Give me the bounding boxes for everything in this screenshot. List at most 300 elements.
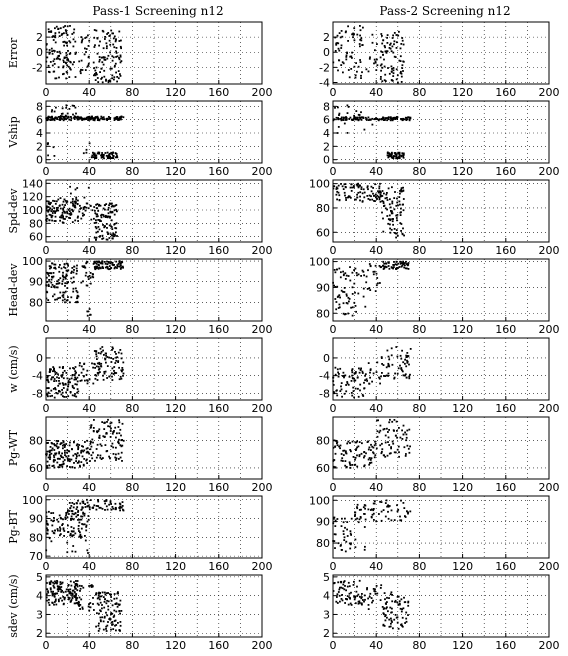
data-point [388,373,390,375]
data-point [62,295,64,297]
data-point [53,146,55,148]
data-point [348,69,350,71]
data-point [408,448,410,450]
data-point [92,273,94,275]
data-point [104,422,106,424]
data-point [62,300,64,302]
data-point [84,118,86,120]
data-point [356,455,358,457]
data-point [360,597,362,599]
data-point [66,42,68,44]
data-point [349,76,351,78]
data-point [344,602,346,604]
data-point [83,266,85,268]
data-point [98,428,100,430]
data-point [364,595,366,597]
data-point [59,264,61,266]
data-point [345,390,347,392]
data-point [368,117,370,119]
x-tick-label: 40 [82,402,97,415]
data-point [333,185,335,187]
data-point [75,551,77,553]
data-point [408,262,410,264]
data-point [373,452,375,454]
data-point [353,584,355,586]
data-point [61,214,63,216]
data-point [379,282,381,284]
data-point [54,220,56,222]
x-tick-label: 40 [369,86,384,99]
x-tick-label: 160 [495,481,517,494]
data-point [77,519,79,521]
data-point [359,191,361,193]
data-point [86,207,88,209]
data-point [64,597,66,599]
data-point [104,261,106,263]
data-point [344,527,346,529]
y-tick-label: -8 [32,387,43,401]
data-point [70,202,72,204]
data-point [116,235,118,237]
data-point [54,596,56,598]
data-point [110,594,112,596]
data-point [346,117,348,119]
data-point [99,59,101,61]
data-point [84,197,86,199]
data-point [75,197,77,199]
data-point [54,593,56,595]
data-point [85,530,87,532]
data-point [376,277,378,279]
data-point [66,104,68,106]
data-point [58,266,60,268]
data-point [121,371,123,373]
data-point [118,367,120,369]
data-point [112,433,114,435]
data-point [387,505,389,507]
data-point [363,601,365,603]
data-point [405,365,407,367]
data-point [346,599,348,601]
data-point [393,72,395,74]
data-point [73,530,75,532]
x-tick-label: 0 [42,244,50,257]
data-point [82,456,84,458]
data-point [64,118,66,120]
data-point [49,458,51,460]
data-point [387,42,389,44]
data-point [55,582,57,584]
data-point [351,518,353,520]
data-point [361,593,363,595]
data-point [354,511,356,513]
data-point [101,261,103,263]
data-point [338,542,340,544]
data-point [61,466,63,468]
data-point [70,278,72,280]
data-point [57,287,59,289]
data-point [383,608,385,610]
data-point [96,237,98,239]
data-point [345,31,347,33]
data-point [399,365,401,367]
data-point [112,212,114,214]
data-point [98,205,100,207]
data-point [96,366,98,368]
data-point [53,583,55,585]
data-point [63,26,65,28]
data-point [94,212,96,214]
data-point [342,587,344,589]
data-point [107,605,109,607]
y-tick-label: 90 [29,512,43,526]
data-point [388,437,390,439]
data-point [387,199,389,201]
data-point [337,117,339,119]
data-point [354,292,356,294]
data-point [69,301,71,303]
data-point [392,268,394,270]
data-point [114,119,116,121]
data-point [343,530,345,532]
data-point [396,504,398,506]
data-point [372,34,374,36]
data-point [49,450,51,452]
data-point [58,600,60,602]
data-point [72,367,74,369]
data-point [48,279,50,281]
data-point [78,601,80,603]
data-point [389,215,391,217]
data-point [97,261,99,263]
data-point [57,458,59,460]
y-tick-label: 0 [323,351,330,365]
data-point [369,372,371,374]
y-tick-label: 70 [29,550,43,564]
data-point [55,210,57,212]
data-point [394,519,396,521]
data-point [119,510,121,512]
data-point [338,126,340,128]
data-point [381,67,383,69]
data-point [396,617,398,619]
data-point [110,503,112,505]
data-point [396,217,398,219]
data-point [111,622,113,624]
data-point [108,81,110,83]
data-point [120,376,122,378]
data-point [105,267,107,269]
data-point [102,508,104,510]
data-point [118,610,120,612]
data-point [118,352,120,354]
data-point [75,599,77,601]
data-point [52,206,54,208]
data-point [355,448,357,450]
data-point [60,518,62,520]
data-point [61,394,63,396]
data-point [49,202,51,204]
data-point [407,445,409,447]
data-point [119,266,121,268]
data-point [396,229,398,231]
data-point [68,76,70,78]
data-point [107,592,109,594]
data-point [106,223,108,225]
x-tick-label: 120 [452,560,474,573]
y-tick-label: 100 [309,177,330,191]
data-point [366,587,368,589]
data-point [56,209,58,211]
data-point [339,304,341,306]
data-point [115,261,117,263]
data-point [364,526,366,528]
data-point [53,207,55,209]
y-tick-label: 8 [323,100,330,114]
data-point [87,380,89,382]
data-point [120,621,122,623]
data-point [79,608,81,610]
data-point [80,452,82,454]
data-point [383,59,385,61]
data-point [78,536,80,538]
data-point [53,449,55,451]
data-point [88,606,90,608]
data-point [100,118,102,120]
data-point [60,27,62,29]
data-point [401,155,403,157]
data-point [59,277,61,279]
data-point [92,442,94,444]
data-point [65,396,67,398]
data-point [391,347,393,349]
data-point [57,207,59,209]
data-point [348,196,350,198]
data-point [343,274,345,276]
data-point [101,57,103,59]
data-point [77,447,79,449]
data-point [91,446,93,448]
data-point [62,367,64,369]
data-point [58,590,60,592]
data-point [350,530,352,532]
pass2-sdev-chart [323,571,560,652]
data-point [82,587,84,589]
data-point [103,47,105,49]
data-point [408,268,410,270]
data-point [399,222,401,224]
data-point [90,499,92,501]
data-point [389,228,391,230]
data-point [102,457,104,459]
data-point [73,288,75,290]
data-point [100,155,102,157]
data-point [115,209,117,211]
data-point [73,513,75,515]
data-point [380,70,382,72]
data-point [61,453,63,455]
x-tick-label: 0 [329,86,337,99]
data-point [359,39,361,41]
data-point [115,611,117,613]
data-point [359,196,361,198]
data-point [88,56,90,58]
data-point [50,587,52,589]
data-point [117,361,119,363]
data-point [375,69,377,71]
data-point [386,617,388,619]
data-point [111,157,113,159]
data-point [72,385,74,387]
data-point [348,118,350,120]
data-point [351,52,353,54]
data-point [400,43,402,45]
data-point [113,79,115,81]
data-point [353,302,355,304]
data-point [386,37,388,39]
data-point [340,183,342,185]
data-point [405,453,407,455]
data-point [359,45,361,47]
data-point [77,586,79,588]
data-point [363,288,365,290]
data-point [94,44,96,46]
data-point [90,426,92,428]
data-point [390,623,392,625]
data-point [63,396,65,398]
data-point [70,601,72,603]
data-point [351,464,353,466]
data-point [62,204,64,206]
y-tick-label: 80 [29,296,43,310]
data-point [65,62,67,64]
data-point [51,395,53,397]
data-point [369,199,371,201]
data-point [95,157,97,159]
data-point [78,604,80,606]
data-point [76,584,78,586]
data-point [374,444,376,446]
data-point [69,445,71,447]
data-point [356,194,358,196]
data-point [104,373,106,375]
data-point [123,373,125,375]
data-point [99,457,101,459]
data-point [374,503,376,505]
data-point [379,183,381,185]
data-point [122,375,124,377]
data-point [111,226,113,228]
data-point [345,589,347,591]
data-point [86,48,88,50]
data-point [73,503,75,505]
data-point [341,389,343,391]
data-point [61,583,63,585]
data-point [87,383,89,385]
data-point [66,274,68,276]
data-point [70,214,72,216]
data-point [344,192,346,194]
data-point [102,235,104,237]
data-point [77,510,79,512]
data-point [93,62,95,64]
data-point [112,431,114,433]
data-point [69,368,71,370]
data-point [92,507,94,509]
data-point [351,392,353,394]
data-point [64,299,66,301]
data-point [353,378,355,380]
data-point [96,505,98,507]
x-tick-label: 40 [82,481,97,494]
data-point [64,57,66,59]
data-point [374,456,376,458]
data-point [112,379,114,381]
data-point [122,362,124,364]
data-point [346,295,348,297]
x-tick-label: 40 [82,86,97,99]
data-point [334,269,336,271]
data-point [343,581,345,583]
y-tick-label: 0 [36,351,43,365]
data-point [74,374,76,376]
x-tick-label: 80 [125,560,140,573]
data-point [98,45,100,47]
data-point [357,504,359,506]
data-point [58,380,60,382]
data-point [381,501,383,503]
data-point [50,30,52,32]
data-point [383,193,385,195]
data-point [355,62,357,64]
data-point [393,619,395,621]
data-point [97,363,99,365]
data-point [118,31,120,33]
data-point [111,77,113,79]
y-tick-label: 2 [323,140,330,154]
data-point [73,507,75,509]
data-point [93,206,95,208]
data-point [56,440,58,442]
data-point [400,55,402,57]
data-point [74,603,76,605]
data-point [335,367,337,369]
x-tick-label: 160 [208,402,230,415]
data-point [97,379,99,381]
data-point [402,361,404,363]
data-point [50,390,52,392]
data-point [78,444,80,446]
data-point [337,372,339,374]
data-point [403,61,405,63]
data-point [75,396,77,398]
x-tick-label: 120 [452,323,474,336]
data-point [50,61,52,63]
y-tick-label: 4 [36,127,43,140]
data-point [48,28,50,30]
data-point [79,519,81,521]
data-point [400,263,402,265]
data-point [373,63,375,65]
data-point [396,154,398,156]
data-point [69,466,71,468]
data-point [93,263,95,265]
data-point [97,372,99,374]
data-point [395,435,397,437]
data-point [112,447,114,449]
data-point [65,200,67,202]
data-point [335,390,337,392]
